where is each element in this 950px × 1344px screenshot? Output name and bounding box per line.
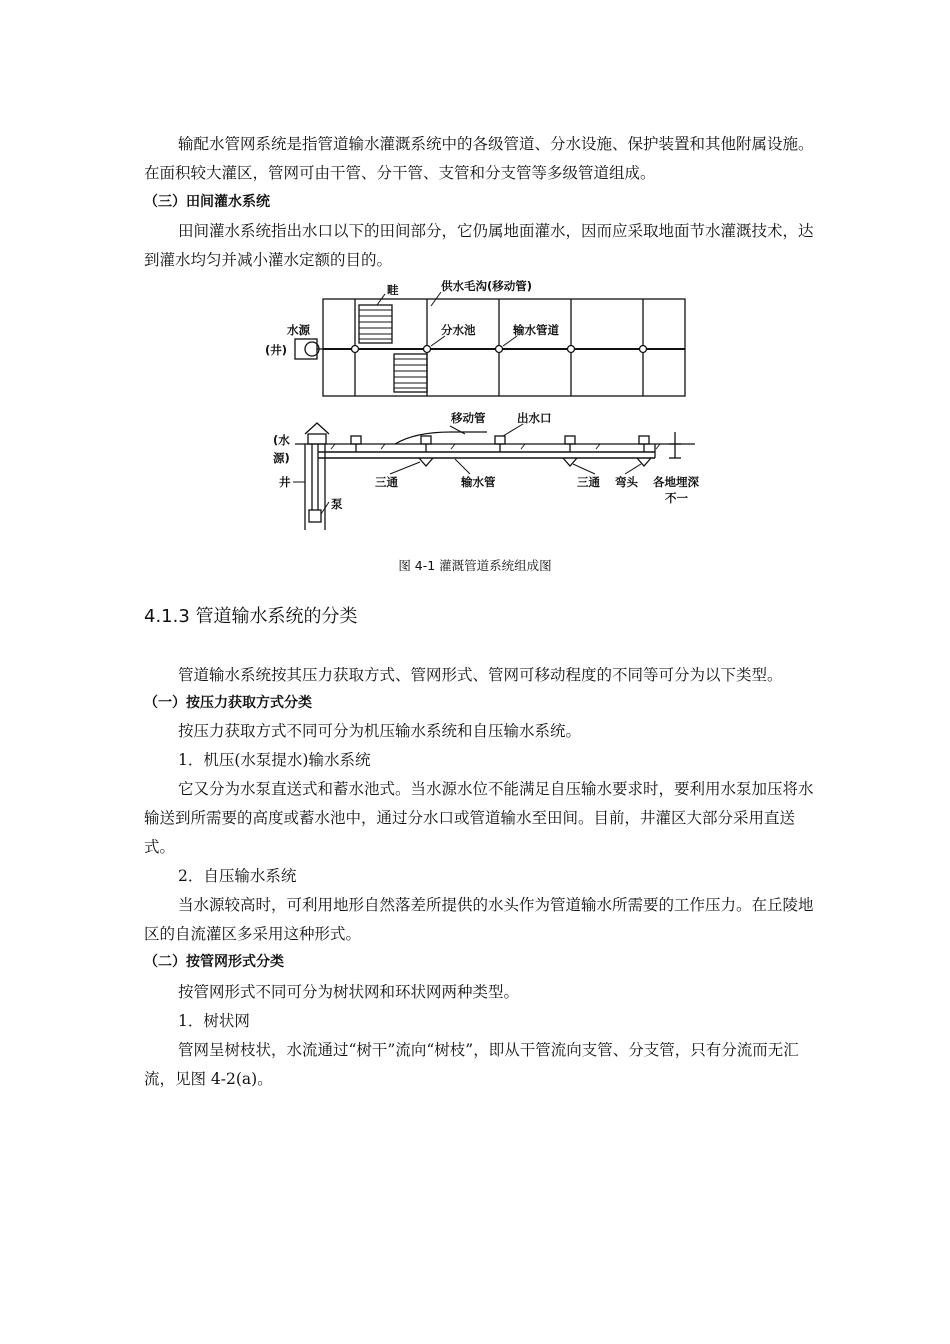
paragraph-pipe-network: 输配水管网系统是指管道输水灌溉系统中的各级管道、分水设施、保护装置和其他附属设施。在面积较大灌区，管网可由干管、分干管、支管和分支管等多级管道组成。 xyxy=(144,135,814,182)
label-elbow: 弯头 xyxy=(615,475,638,489)
label-main-pipe: 输水管 xyxy=(461,475,496,489)
label-tee-left: 三通 xyxy=(375,475,398,489)
paragraph-pump-pressure: 它又分为水泵直送式和蓄水池式。当水源水位不能满足自压输水要求时，要利用水泵加压将水输送到所需要的高度或蓄水池中，通过分水口或管道输水至田间。目前，井灌区大部分采用直送式。 xyxy=(144,780,814,856)
paragraph-classification-intro: 管道输水系统按其压力获取方式、管网形式、管网可移动程度的不同等可分为以下类型。 xyxy=(178,666,783,684)
label-supply-ditch: 供水毛沟(移动管) xyxy=(441,279,533,293)
figure-caption: 图 4-1 灌溉管道系统组成图 xyxy=(398,558,552,573)
section-title: 4.1.3 管道输水系统的分类 xyxy=(144,606,358,627)
label-burial-depth: 各地埋深 xyxy=(653,475,699,489)
label-ridge: 畦 xyxy=(387,283,399,297)
list-item-pump-pressure: 1．机压(水泵提水)输水系统 xyxy=(178,751,371,769)
label-source-top: (水 xyxy=(273,433,290,447)
label-pump: 泵 xyxy=(331,497,343,511)
paragraph-field-irrigation: 田间灌水系统指出水口以下的田间部分，它仍属地面灌水，因而应采取地面节水灌溉技术，达到灌水均匀并减小灌水定额的目的。 xyxy=(144,222,814,269)
heading-network-type: （二）按管网形式分类 xyxy=(144,954,284,970)
label-pipeline: 输水管道 xyxy=(513,323,559,337)
paragraph-gravity-pressure: 当水源较高时，可利用地形自然落差所提供的水头作为管道输水所需要的工作压力。在丘陵地区的自流灌区多采用这种形式。 xyxy=(144,896,814,943)
field-plan-outline xyxy=(323,299,685,396)
label-source-bottom: 源) xyxy=(273,451,290,465)
label-tee-right: 三通 xyxy=(577,475,600,489)
label-burial-varies: 不一 xyxy=(665,491,688,505)
list-item-gravity-pressure: 2．自压输水系统 xyxy=(178,867,297,885)
label-outlet: 出水口 xyxy=(517,411,552,425)
paragraph-tree-network: 管网呈树枝状，水流通过“树干”流向“树枝”，即从干管流向支管、分支管，只有分流而无汇流，见图 4-2(a)。 xyxy=(144,1041,799,1088)
label-source: 水源 xyxy=(287,323,310,337)
label-well-paren: (井) xyxy=(265,343,288,357)
irrigation-diagram xyxy=(255,272,715,534)
list-item-tree-network: 1．树状网 xyxy=(178,1012,250,1030)
heading-pressure-type: （一）按压力获取方式分类 xyxy=(144,695,312,711)
label-well: 井 xyxy=(279,475,291,489)
paragraph-pressure-types: 按压力获取方式不同可分为机压输水系统和自压输水系统。 xyxy=(178,722,582,740)
figure-irrigation-system xyxy=(255,272,715,534)
paragraph-network-types: 按管网形式不同可分为树状网和环状网两种类型。 xyxy=(178,983,520,1001)
heading-field-irrigation: （三）田间灌水系统 xyxy=(144,194,270,210)
label-distribution-pool: 分水池 xyxy=(441,323,476,337)
label-movable-pipe: 移动管 xyxy=(451,411,486,425)
